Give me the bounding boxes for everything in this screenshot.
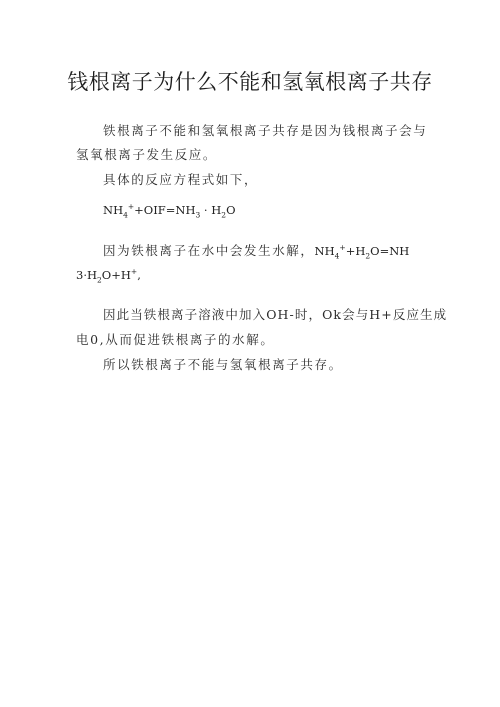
- eq2-line2-h-sub: 2: [97, 275, 102, 285]
- eq2-nh-sub: 4: [334, 251, 340, 261]
- eq1-tail: O: [226, 203, 236, 217]
- eq1-nh-sub: 4: [123, 210, 128, 220]
- paragraph-4-text: 因为铁根离子在水中会发生水解，: [103, 243, 315, 258]
- page-title: 钱根离子为什么不能和氢氧根离子共存: [67, 70, 433, 94]
- eq2-h-sub: 2: [365, 251, 371, 261]
- eq2-line2-3: 3: [76, 268, 84, 282]
- paragraph-5-line-2: 电0,从而促进铁根离子的水解。: [76, 332, 275, 347]
- eq1-nh3-sub: 3: [195, 210, 201, 220]
- eq2-line2-sup: +: [130, 267, 138, 277]
- paragraph-6: 所以铁根离子不能与氢氧根离子共存。: [103, 357, 343, 372]
- eq2-nh-sup: +: [339, 243, 346, 253]
- eq1-h2-sub: 2: [221, 210, 227, 220]
- eq2-line2-dot-h: ·H: [83, 268, 98, 282]
- equation-2-line-1: [314, 243, 410, 261]
- paragraph-5-line-1: 因此当铁根离子溶液中加入OH-时，Ok会与H+反应生成: [103, 307, 448, 322]
- paragraph-1-line-1: 铁根离子不能和氢氧根离子共存是因为钱根离子会与: [103, 123, 428, 138]
- eq2-line2-end: ,: [137, 268, 141, 282]
- eq2-line2-o-h: O+H: [101, 268, 131, 282]
- eq1-dot: · H: [200, 203, 222, 217]
- eq1-mid: +OIF=NH: [134, 203, 196, 217]
- paragraph-1-line-2: 氢氧根离子发生反应。: [76, 147, 218, 162]
- equation-1: [103, 202, 236, 220]
- eq2-nh: NH: [314, 244, 335, 258]
- equation-2-line-2: [76, 267, 141, 285]
- paragraph-4: [103, 241, 409, 259]
- eq1-nh-sup: +: [127, 202, 135, 212]
- eq1-nh: NH: [103, 203, 124, 217]
- paragraph-2: 具体的反应方程式如下，: [103, 172, 259, 187]
- eq2-o-eq-nh: O=NH: [370, 244, 410, 258]
- eq2-plus-h: +H: [345, 244, 366, 258]
